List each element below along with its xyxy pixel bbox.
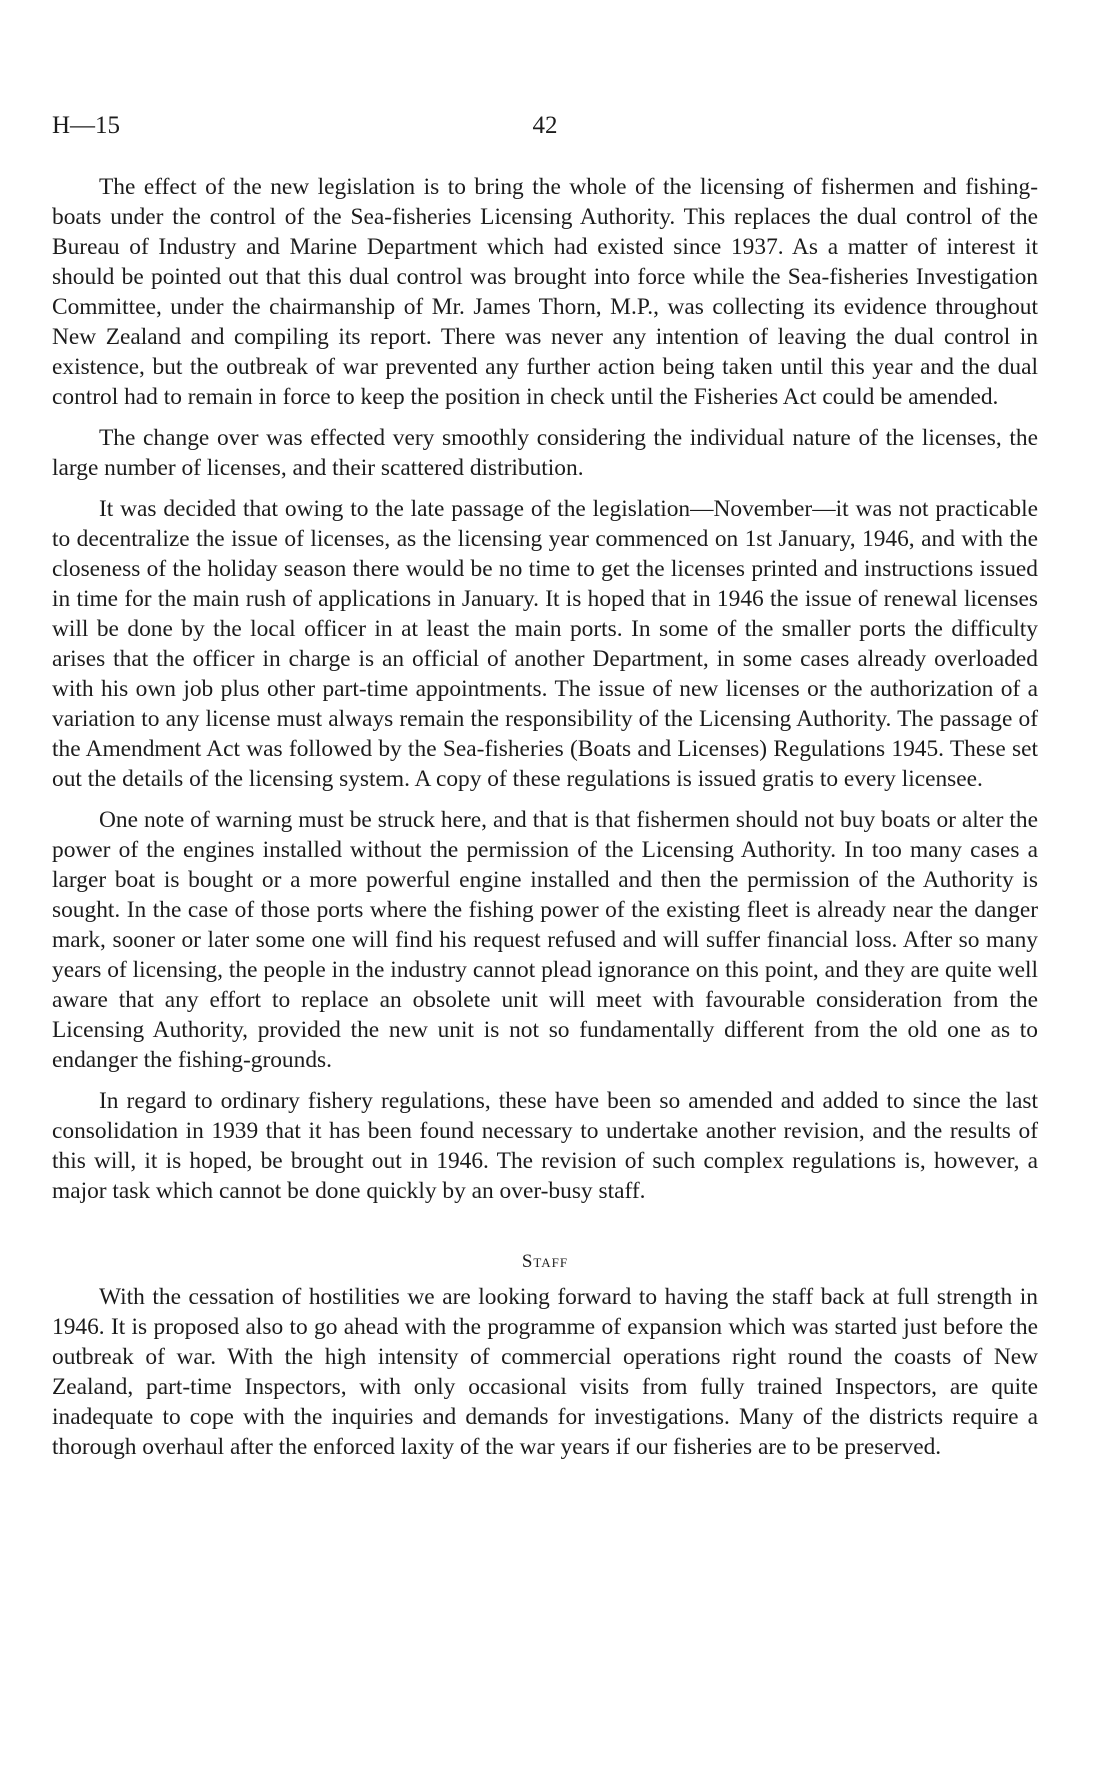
paragraph-regulations-revision: In regard to ordinary fishery regulations, these have been so amended and added to since the last consolidation in 1939 that it has been found necessary to undertake another revision, and the results of this will, it is hoped, be brought out in 1946. The revision of such complex regulations is, however, a major task which cannot be done quickly by an over-busy staff. xyxy=(52,1088,1038,1204)
paragraph-warning: One note of warning must be struck here, and that is that fishermen should not buy boats or alter the power of the engines installed without the permission of the Licensing Authority. In too many cases a larger boat is bought or a more powerful engine installed and then the permission of the Authority is sought. In the case of those ports where the fishing power of the existing fleet is already near the danger mark, sooner or later some one will find his request refused and will suffer financial loss. After so many years of licensing, the people in the industry cannot plead ignorance on this point, and they are quite well aware that any effort to replace an obsolete unit will meet with favourable consideration from the Licensing Authority, provided the new unit is not so fundamentally different from the old one as to endanger the fishing-grounds. xyxy=(52,807,1038,1073)
document-id: H—15 xyxy=(52,112,121,139)
section-heading-staff: Staff xyxy=(521,1251,569,1272)
page-header xyxy=(52,112,1038,146)
paragraph-change-over: The change over was effected very smoothly considering the individual nature of the licenses, the large number of licenses, and their scattered distribution. xyxy=(52,425,1038,481)
paragraph-staff: With the cessation of hostilities we are looking forward to having the staff back at full strength in 1946. It is proposed also to go ahead with the programme of expansion which was started just before the outbreak of war. With the high intensity of commercial operations right round the coasts of New Zealand, part-time Inspectors, with only occasional visits from fully trained Inspectors, are quite inadequate to cope with the inquiries and demands for investigations. Many of the districts require a thorough overhaul after the enforced laxity of the war years if our fisheries are to be preserved. xyxy=(52,1284,1038,1460)
paragraph-license-issue: It was decided that owing to the late passage of the legislation—November—it was not practicable to decentralize the issue of licenses, as the licensing year commenced on 1st January, 1946, and with the closeness of the holiday season there would be no time to get the licenses printed and instructions issued in time for the main rush of applications in January. It is hoped that in 1946 the issue of renewal licenses will be done by the local officer in at least the main ports. In some of the smaller ports the difficulty arises that the officer in charge is an official of another Department, in some cases already overloaded with his own job plus other part-time appointments. The issue of new licenses or the authorization of a variation to any license must always remain the responsibility of the Licensing Authority. The passage of the Amendment Act was followed by the Sea-fisheries (Boats and Licenses) Regulations 1945. These set out the details of the licensing system. A copy of these regulations is issued gratis to every licensee. xyxy=(52,496,1038,792)
page-number: 42 xyxy=(532,112,558,139)
paragraph-legislation-effect: The effect of the new legislation is to bring the whole of the licensing of fishermen and fishing-boats under the control of the Sea-fisheries Licensing Authority. This replaces the dual control of the Bureau of Industry and Marine Department which had existed since 1937. As a matter of interest it should be pointed out that this dual control was brought into force while the Sea-fisheries Investigation Committee, under the chairmanship of Mr. James Thorn, M.P., was collecting its evidence throughout New Zealand and compiling its report. There was never any intention of leaving the dual control in existence, but the outbreak of war prevented any further action being taken until this year and the dual control had to remain in force to keep the position in check until the Fisheries Act could be amended. xyxy=(52,174,1038,410)
body-text xyxy=(52,172,1038,1473)
